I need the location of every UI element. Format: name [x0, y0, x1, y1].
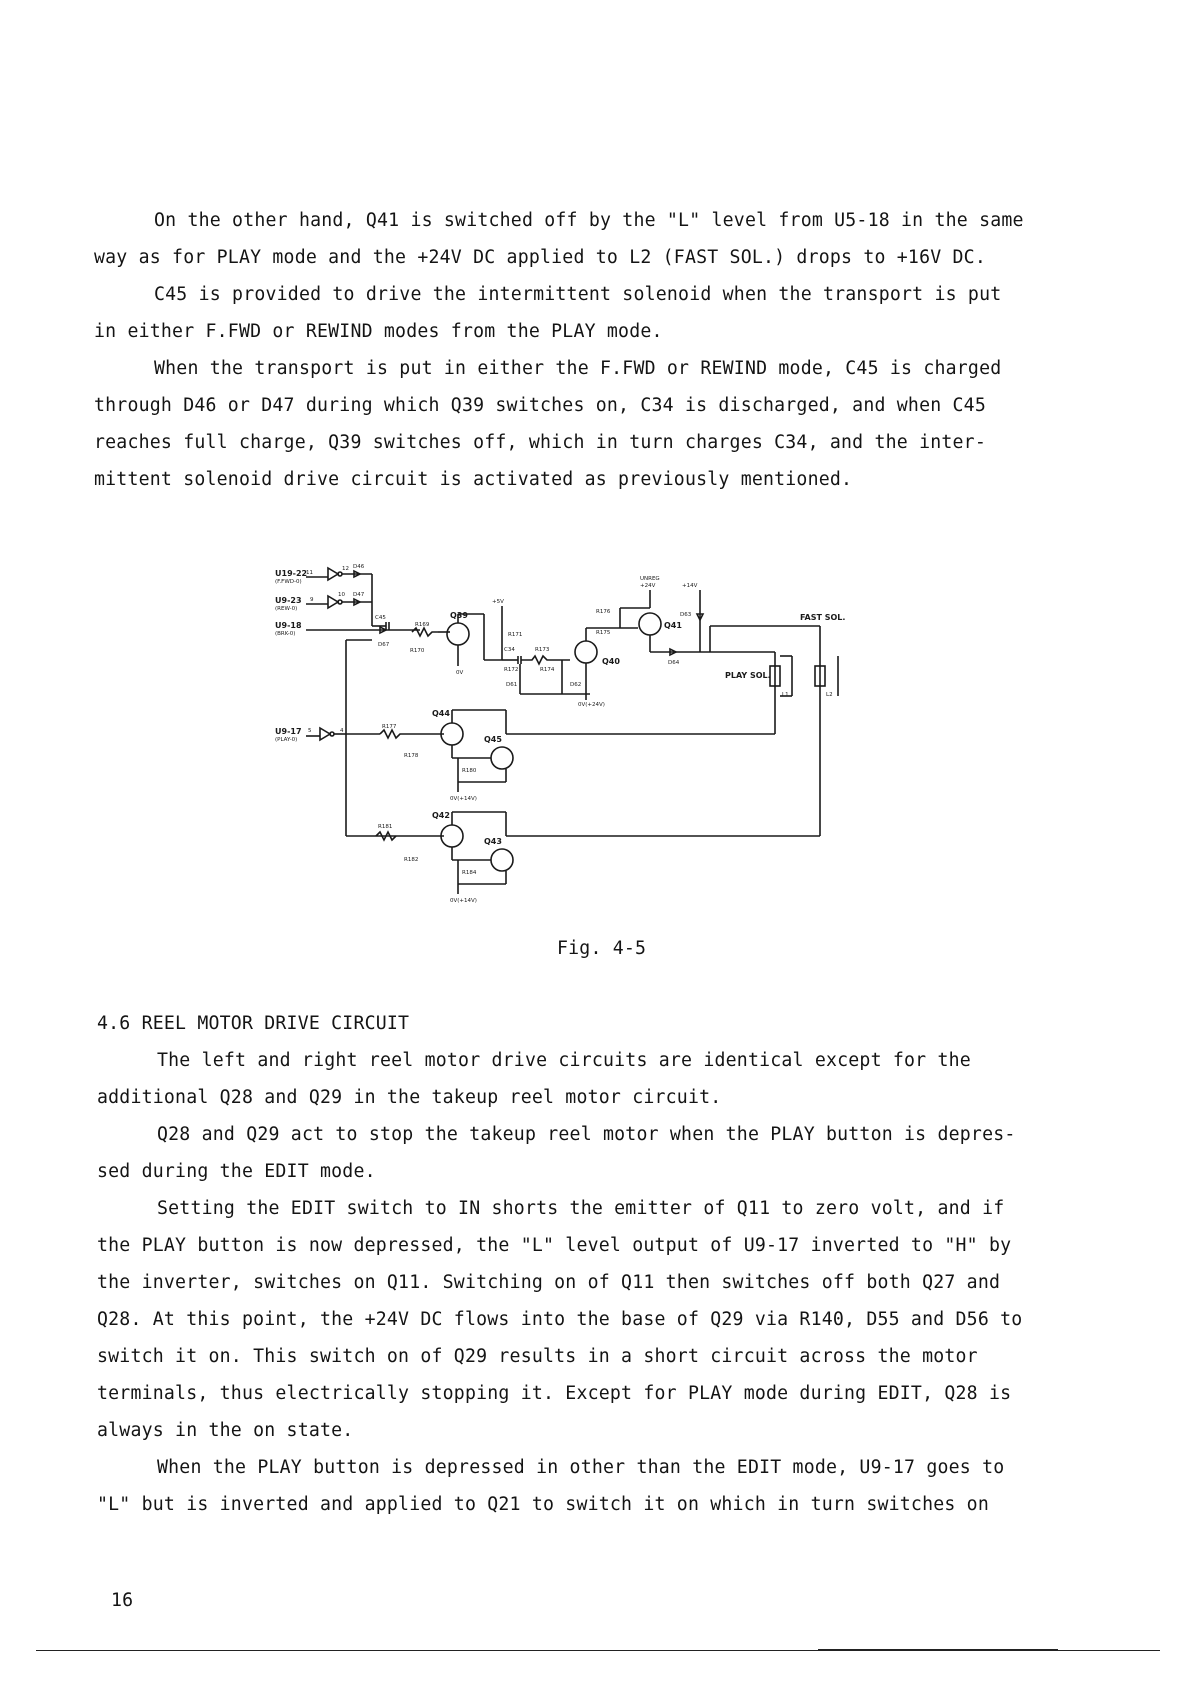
label-fast-sol: FAST SOL. [800, 613, 846, 622]
label-pin5: 5 [308, 728, 312, 734]
label-r175: R175 [596, 630, 611, 636]
text-line: Setting the EDIT switch to IN shorts the emitter of Q11 to zero volt, and if [157, 1198, 1005, 1219]
label-d63: D63 [680, 612, 692, 618]
transistor-q39 [447, 623, 469, 645]
label-ov14a: 0V(+14V) [450, 796, 477, 802]
label-q45: Q45 [484, 735, 502, 744]
text-line: "L" but is inverted and applied to Q21 to switch it on which in turn switches on [97, 1494, 989, 1515]
text-line: the inverter, switches on Q11. Switching on of Q11 then switches off both Q27 and [97, 1272, 1001, 1293]
label-pin10: 10 [338, 592, 345, 598]
transistor-q43 [491, 849, 513, 871]
label-pin11: 11 [306, 570, 313, 576]
label-c34: C34 [504, 647, 515, 653]
label-r177: R177 [382, 724, 397, 730]
label-r171: R171 [508, 632, 523, 638]
text-line: Q28. At this point, the +24V DC flows into the base of Q29 via R140, D55 and D56 to [97, 1309, 1023, 1330]
label-pin4: 4 [340, 728, 344, 734]
label-u9-23: U9-23 [275, 596, 302, 605]
label-u19-22: U19-22 [275, 569, 308, 578]
label-r169: R169 [415, 622, 430, 628]
resistor-r169 [412, 628, 438, 636]
label-rew: (REW-0) [275, 606, 298, 612]
inverter-symbol [328, 568, 338, 580]
transistor-q45 [491, 747, 513, 769]
inverter-bubble [338, 572, 342, 576]
label-q42: Q42 [432, 811, 450, 820]
label-q40: Q40 [602, 657, 620, 666]
page-number: 16 [111, 1590, 134, 1611]
footer-rule-thick [818, 1649, 1058, 1651]
label-r178: R178 [404, 753, 419, 759]
label-r173: R173 [535, 647, 550, 653]
figure-caption: Fig. 4-5 [557, 938, 647, 959]
label-ov: 0V [456, 670, 464, 676]
text-line: When the transport is put in either the F.FWD or REWIND mode, C45 is charged [154, 358, 1002, 379]
circuit-diagram [270, 556, 940, 936]
label-ov14b: 0V(+14V) [450, 898, 477, 904]
label-5v: +5V [492, 599, 504, 605]
text-line: reaches full charge, Q39 switches off, which in turn charges C34, and the inter- [94, 432, 986, 453]
label-play0: (PLAY-0) [275, 737, 298, 743]
text-line: through D46 or D47 during which Q39 switches on, C34 is discharged, and when C45 [94, 395, 986, 416]
text-line: terminals, thus electrically stopping it. Except for PLAY mode during EDIT, Q28 is [97, 1383, 1012, 1404]
text-line: sed during the EDIT mode. [97, 1161, 376, 1182]
text-line: the PLAY button is now depressed, the "L" level output of U9-17 inverted to "H" by [97, 1235, 1012, 1256]
text-line: When the PLAY button is depressed in other than the EDIT mode, U9-17 goes to [157, 1457, 1005, 1478]
label-d47: D47 [353, 592, 365, 598]
section-heading: 4.6 REEL MOTOR DRIVE CIRCUIT [97, 1013, 410, 1034]
label-r182: R182 [404, 857, 419, 863]
text-line: way as for PLAY mode and the +24V DC applied to L2 (FAST SOL.) drops to +16V DC. [94, 247, 986, 268]
transistor-q41 [639, 613, 661, 635]
transistor-q42 [441, 825, 463, 847]
text-line: C45 is provided to drive the intermittent solenoid when the transport is put [154, 284, 1002, 305]
label-r181: R181 [378, 824, 393, 830]
label-d46: D46 [353, 564, 365, 570]
inverter-symbol [328, 596, 338, 608]
label-q41: Q41 [664, 621, 682, 630]
label-d67: D67 [378, 642, 390, 648]
label-r174: R174 [540, 667, 555, 673]
text-line: in either F.FWD or REWIND modes from the PLAY mode. [94, 321, 663, 342]
label-q39: Q39 [450, 611, 468, 620]
label-24v: +24V [640, 583, 656, 589]
label-r170: R170 [410, 648, 425, 654]
inverter-symbol [320, 728, 330, 740]
label-r180: R180 [462, 768, 477, 774]
resistor-r177 [380, 730, 444, 738]
label-r184: R184 [462, 870, 477, 876]
label-l2: L2 [826, 692, 833, 698]
label-u9-17: U9-17 [275, 727, 302, 736]
label-play-sol: PLAY SOL. [725, 671, 771, 680]
label-14v: +14V [682, 583, 698, 589]
label-d64: D64 [668, 660, 680, 666]
text-line: The left and right reel motor drive circuits are identical except for the [157, 1050, 971, 1071]
label-pin12: 12 [342, 566, 349, 572]
label-q43: Q43 [484, 837, 502, 846]
label-d61: D61 [506, 682, 518, 688]
text-line: Q28 and Q29 act to stop the takeup reel motor when the PLAY button is depres- [157, 1124, 1016, 1145]
label-pin9: 9 [310, 597, 314, 603]
text-line: On the other hand, Q41 is switched off by the "L" level from U5-18 in the same [154, 210, 1024, 231]
text-line: mittent solenoid drive circuit is activated as previously mentioned. [94, 469, 853, 490]
label-c45: C45 [375, 615, 386, 621]
label-ov24: 0V(+24V) [578, 702, 605, 708]
text-line: additional Q28 and Q29 in the takeup reel motor circuit. [97, 1087, 722, 1108]
label-l1: L1 [782, 692, 789, 698]
label-unreg: UNREG [640, 576, 660, 582]
label-brk: (BRK-0) [275, 631, 296, 637]
transistor-q44 [441, 723, 463, 745]
label-d62: D62 [570, 682, 582, 688]
label-ffwd: (F.FWD-0) [275, 579, 302, 585]
label-u9-18: U9-18 [275, 621, 302, 630]
inverter-bubble [330, 732, 334, 736]
label-r172: R172 [504, 667, 519, 673]
label-q44: Q44 [432, 709, 450, 718]
text-line: switch it on. This switch on of Q29 results in a short circuit across the motor [97, 1346, 978, 1367]
inverter-bubble [338, 600, 342, 604]
text-line: always in the on state. [97, 1420, 354, 1441]
label-r176: R176 [596, 609, 611, 615]
transistor-q40 [575, 641, 597, 663]
